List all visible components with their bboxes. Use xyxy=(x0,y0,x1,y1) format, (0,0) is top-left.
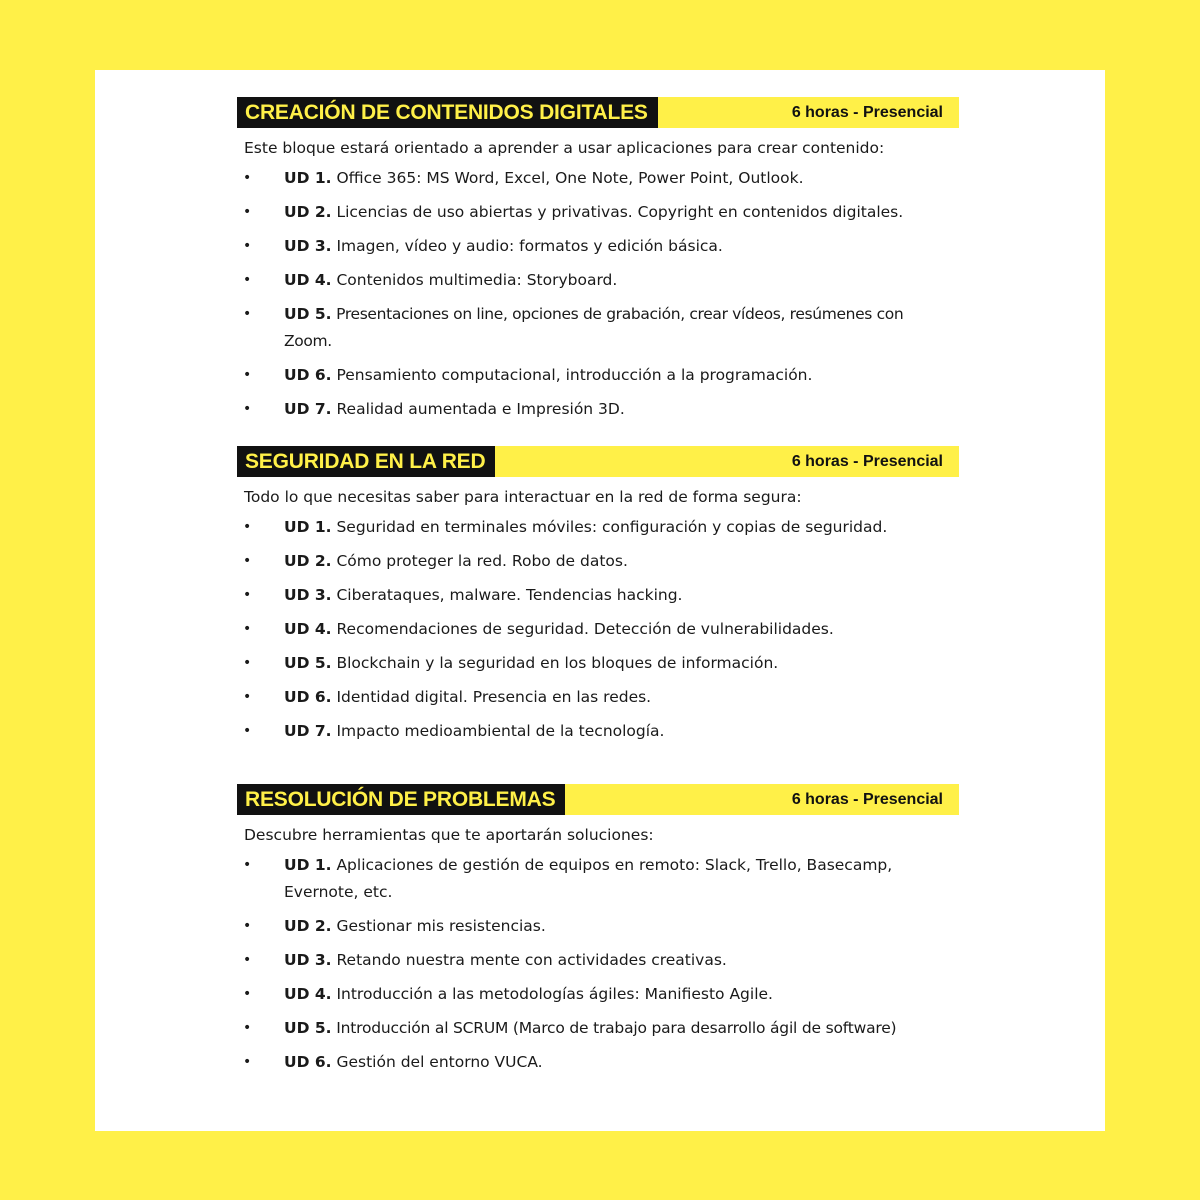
section-title: SEGURIDAD EN LA RED xyxy=(237,446,495,477)
bullet-icon: • xyxy=(243,1054,252,1070)
unit-item xyxy=(237,852,944,906)
unit-label: UD 7. xyxy=(284,722,332,740)
bullet-icon: • xyxy=(243,306,252,322)
section-header xyxy=(237,97,959,128)
unit-item xyxy=(237,913,944,940)
unit-text: Blockchain y la seguridad en los bloques de información. xyxy=(331,654,779,672)
section-hours: 6 horas - Presencial xyxy=(791,104,943,121)
unit-text: Ciberataques, malware. Tendencias hacking. xyxy=(331,586,683,604)
unit-label: UD 4. xyxy=(284,271,332,289)
bullet-icon: • xyxy=(243,689,252,705)
bullet-icon: • xyxy=(243,952,252,968)
unit-list xyxy=(237,852,959,1076)
section-intro: Descubre herramientas que te aportarán soluciones: xyxy=(244,826,654,844)
bullet-icon: • xyxy=(243,519,252,535)
unit-item xyxy=(237,165,944,192)
unit-label: UD 2. xyxy=(284,203,332,221)
bullet-icon: • xyxy=(243,1020,252,1036)
unit-item xyxy=(237,301,944,355)
unit-item xyxy=(237,233,944,260)
unit-label: UD 4. xyxy=(284,985,332,1003)
bullet-icon: • xyxy=(243,553,252,569)
bullet-icon: • xyxy=(243,587,252,603)
bullet-icon: • xyxy=(243,401,252,417)
unit-item xyxy=(237,947,944,974)
section-intro: Todo lo que necesitas saber para interactuar en la red de forma segura: xyxy=(244,488,802,506)
section-hours: 6 horas - Presencial xyxy=(791,453,943,470)
bullet-icon: • xyxy=(243,918,252,934)
unit-item xyxy=(237,718,944,745)
unit-label: UD 4. xyxy=(284,620,332,638)
unit-item xyxy=(237,514,944,541)
unit-label: UD 5. xyxy=(284,1019,332,1037)
unit-text: Imagen, vídeo y audio: formatos y edición básica. xyxy=(331,237,723,255)
unit-text: Aplicaciones de gestión de equipos en remoto: Slack, Trello, Basecamp, Evernote, etc. xyxy=(284,856,893,901)
unit-item xyxy=(237,199,944,226)
unit-label: UD 3. xyxy=(284,951,332,969)
bullet-icon: • xyxy=(243,723,252,739)
unit-text: Retando nuestra mente con actividades creativas. xyxy=(331,951,727,969)
section-intro: Este bloque estará orientado a aprender a usar aplicaciones para crear contenido: xyxy=(244,139,885,157)
unit-text: Identidad digital. Presencia en las redes. xyxy=(331,688,652,706)
bullet-icon: • xyxy=(243,621,252,637)
bullet-icon: • xyxy=(243,367,252,383)
unit-text: Recomendaciones de seguridad. Detección de vulnerabilidades. xyxy=(331,620,834,638)
unit-text: Gestionar mis resistencias. xyxy=(331,917,546,935)
unit-label: UD 5. xyxy=(284,305,332,323)
section-title: RESOLUCIÓN DE PROBLEMAS xyxy=(237,784,565,815)
section-header xyxy=(237,446,959,477)
unit-label: UD 2. xyxy=(284,917,332,935)
unit-text: Pensamiento computacional, introducción a la programación. xyxy=(331,366,813,384)
unit-item xyxy=(237,396,944,423)
unit-label: UD 3. xyxy=(284,586,332,604)
unit-item xyxy=(237,981,944,1008)
unit-list xyxy=(237,165,959,423)
unit-item xyxy=(237,616,944,643)
unit-text: Introducción a las metodologías ágiles: Manifiesto Agile. xyxy=(331,985,773,1003)
bullet-icon: • xyxy=(243,857,252,873)
unit-label: UD 1. xyxy=(284,856,332,874)
unit-item xyxy=(237,650,944,677)
section-seguridad-red xyxy=(237,446,959,752)
unit-label: UD 5. xyxy=(284,654,332,672)
unit-text: Cómo proteger la red. Robo de datos. xyxy=(331,552,628,570)
unit-item xyxy=(237,362,944,389)
bullet-icon: • xyxy=(243,272,252,288)
unit-item xyxy=(237,548,944,575)
unit-label: UD 1. xyxy=(284,518,332,536)
unit-text: Realidad aumentada e Impresión 3D. xyxy=(331,400,625,418)
unit-text: Impacto medioambiental de la tecnología. xyxy=(331,722,665,740)
section-resolucion-problemas xyxy=(237,784,959,1083)
unit-text: Introducción al SCRUM (Marco de trabajo para desarrollo ágil de software) xyxy=(331,1019,897,1037)
section-hours: 6 horas - Presencial xyxy=(791,791,943,808)
unit-text: Contenidos multimedia: Storyboard. xyxy=(331,271,618,289)
unit-item xyxy=(237,582,944,609)
section-header xyxy=(237,784,959,815)
unit-label: UD 1. xyxy=(284,169,332,187)
bullet-icon: • xyxy=(243,204,252,220)
unit-item xyxy=(237,1049,944,1076)
unit-item xyxy=(237,1015,944,1042)
bullet-icon: • xyxy=(243,655,252,671)
unit-label: UD 3. xyxy=(284,237,332,255)
unit-item xyxy=(237,684,944,711)
unit-text: Presentaciones on line, opciones de grabación, crear vídeos, resúmenes con Zoom. xyxy=(284,305,904,350)
unit-list xyxy=(237,514,959,745)
unit-label: UD 2. xyxy=(284,552,332,570)
unit-item xyxy=(237,267,944,294)
section-title: CREACIÓN DE CONTENIDOS DIGITALES xyxy=(237,97,658,128)
section-creacion-contenidos xyxy=(237,97,959,430)
unit-text: Office 365: MS Word, Excel, One Note, Power Point, Outlook. xyxy=(331,169,804,187)
unit-label: UD 6. xyxy=(284,1053,332,1071)
unit-label: UD 6. xyxy=(284,366,332,384)
bullet-icon: • xyxy=(243,986,252,1002)
unit-label: UD 6. xyxy=(284,688,332,706)
unit-text: Gestión del entorno VUCA. xyxy=(331,1053,543,1071)
unit-label: UD 7. xyxy=(284,400,332,418)
unit-text: Licencias de uso abiertas y privativas. Copyright en contenidos digitales. xyxy=(331,203,904,221)
bullet-icon: • xyxy=(243,170,252,186)
bullet-icon: • xyxy=(243,238,252,254)
unit-text: Seguridad en terminales móviles: configuración y copias de seguridad. xyxy=(331,518,888,536)
